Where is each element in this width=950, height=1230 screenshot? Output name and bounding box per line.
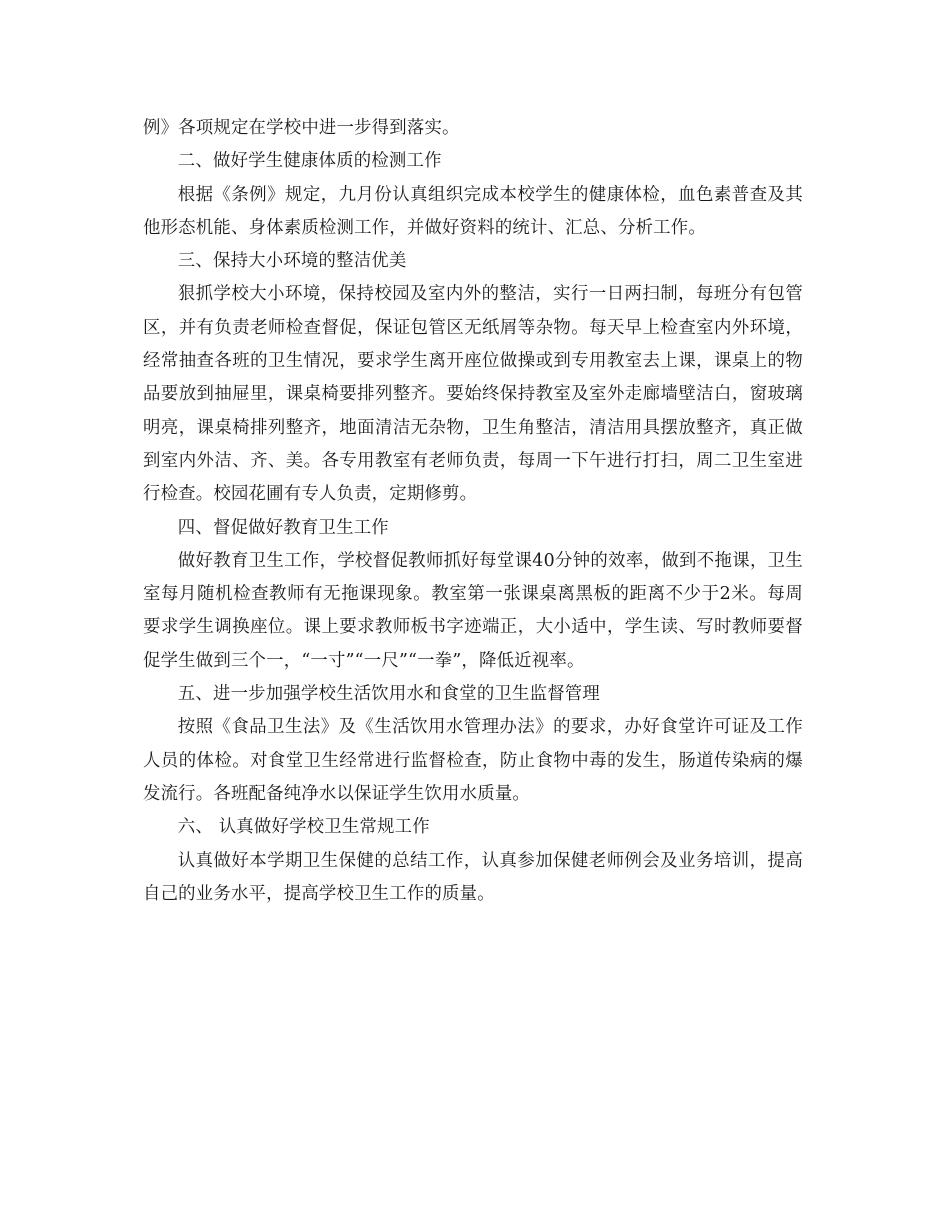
section-body-4: 做好教育卫生工作，学校督促教师抓好每堂课40分钟的效率，做到不拖课，卫生室每月随机检查教师有无拖课现象。教室第一张课桌离黑板的距离不少于2米。每周要求学生调换座位。课上要求教师板书字迹端正，大小适中，学生读、写时教师要督促学生做到三个一，“一寸”“一尺”“一拳”，降低近视率。 (143, 550, 803, 671)
section-heading-3: 三、保持大小环境的整洁优美 (177, 251, 407, 272)
document-page (143, 112, 803, 911)
section-heading-6: 六、 认真做好学校卫生常规工作 (177, 817, 430, 838)
paragraph-continuation: 例》各项规定在学校中进一步得到落实。 (143, 118, 460, 138)
section-heading-4: 四、督促做好教育卫生工作 (177, 517, 389, 538)
section-heading-2: 二、做好学生健康体质的检测工作 (177, 151, 442, 172)
section-body-2: 根据《条例》规定，九月份认真组织完成本校学生的健康体检，血色素普查及其他形态机能、身体素质检测工作，并做好资料的统计、汇总、分析工作。 (143, 184, 803, 238)
section-heading-5: 五、进一步加强学校生活饮用水和食堂的卫生监督管理 (177, 684, 600, 705)
section-body-5: 按照《食品卫生法》及《生活饮用水管理办法》的要求，办好食堂许可证及工作人员的体检。对食堂卫生经常进行监督检查，防止食物中毒的发生，肠道传染病的爆发流行。各班配备纯净水以保证学生饮用水质量。 (143, 717, 803, 804)
section-body-6: 认真做好本学期卫生保健的总结工作，认真参加保健老师例会及业务培训，提高自己的业务水平，提高学校卫生工作的质量。 (143, 850, 803, 904)
section-body-3: 狠抓学校大小环境，保持校园及室内外的整洁，实行一日两扫制，每班分有包管区，并有负责老师检查督促，保证包管区无纸屑等杂物。每天早上检查室内外环境，经常抽查各班的卫生情况，要求学生离开座位做操或到专用教室去上课，课桌上的物品要放到抽屉里，课桌椅要排列整齐。要始终保持教室及室外走廊墙壁洁白，窗玻璃明亮，课桌椅排列整齐，地面清洁无杂物，卫生角整洁，清洁用具摆放整齐，真正做到室内外洁、齐、美。各专用教室有老师负责，每周一下午进行打扫，周二卫生室进行检查。校园花圃有专人负责，定期修剪。 (143, 284, 803, 505)
